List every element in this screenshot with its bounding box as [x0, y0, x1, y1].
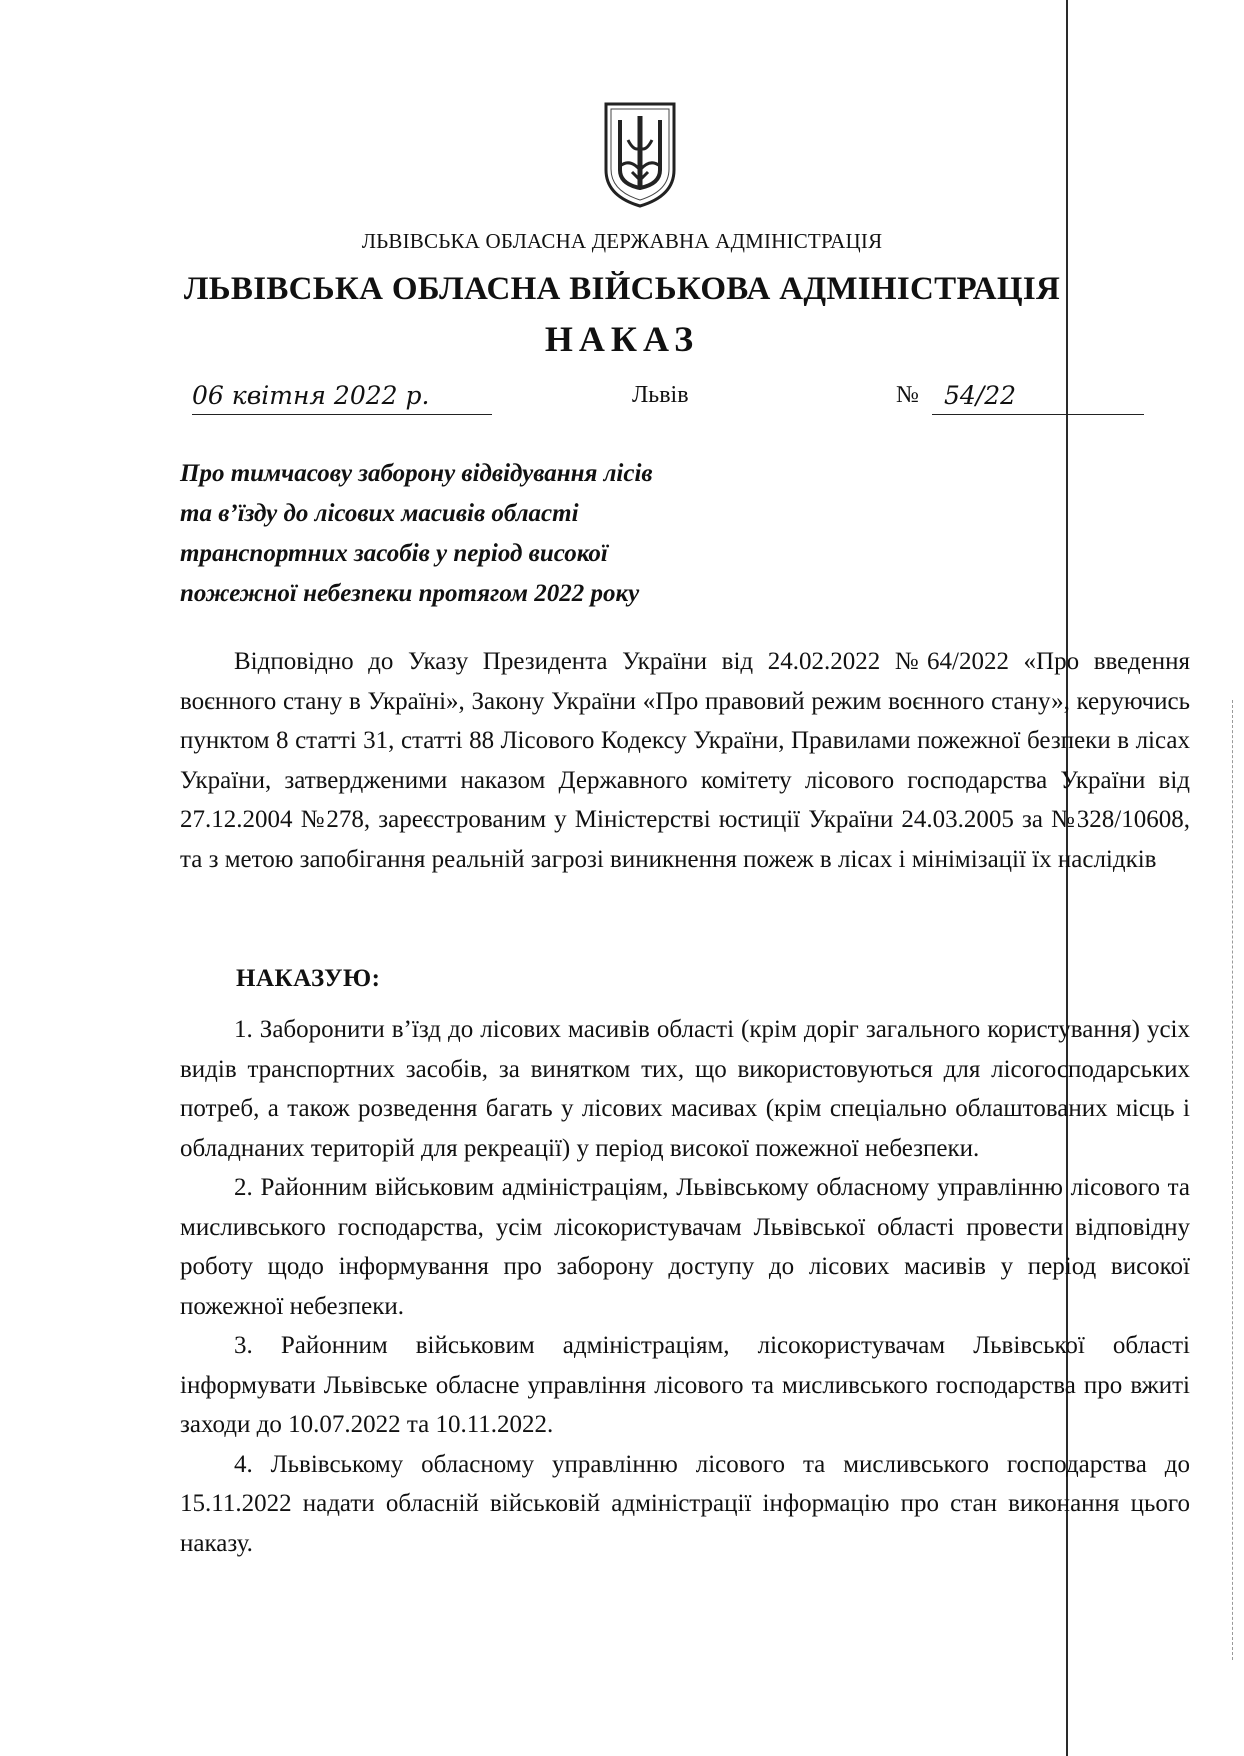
subject-line: Про тимчасову заборону відвідування лісів	[180, 460, 653, 487]
order-directive-word: НАКАЗУЮ:	[236, 965, 381, 992]
order-city: Львів	[632, 382, 689, 408]
scan-artifact-dots	[1232, 700, 1233, 1660]
order-date-handwritten: 06 квітня 2022 р.	[192, 378, 492, 415]
subject-line: транспортних засобів у період високої	[180, 540, 608, 567]
state-administration-title: ЛЬВІВСЬКА ОБЛАСНА ДЕРЖАВНА АДМІНІСТРАЦІЯ	[361, 229, 883, 253]
order-item: 3. Районним військовим адміністраціям, лісокористувачам Львівської області інформувати Львівське обласне управління лісового та мисливського господарства про вжиті заходи до 10.07.2022 та 10.11.2022.	[180, 1332, 1190, 1438]
document-type-title: НАКАЗ	[544, 319, 700, 359]
order-subject	[180, 454, 653, 614]
order-meta-row	[0, 378, 1244, 418]
order-item: 4. Львівському обласному управлінню лісового та мисливського господарства до 15.11.2022 надати обласній військовій адміністрації інформацію про стан виконання цього наказу.	[180, 1450, 1190, 1557]
subject-line: пожежної небезпеки протягом 2022 року	[180, 580, 640, 607]
order-items	[180, 1010, 1190, 1563]
coat-of-arms-of-ukraine-icon	[602, 100, 678, 210]
subject-line: та в’їзду до лісових масивів області	[180, 500, 579, 527]
military-administration-title: ЛЬВІВСЬКА ОБЛАСНА ВІЙСЬКОВА АДМІНІСТРАЦІЯ	[183, 271, 1061, 307]
order-item: 2. Районним військовим адміністраціям, Львівському обласному управлінню лісового та мисливського господарства, усім лісокористувачам Львівської області провести відповідну роботу щодо інформування про заборону доступу до лісових масивів у період високої пожежної небезпеки.	[180, 1174, 1190, 1320]
order-number-label: №	[896, 382, 919, 408]
order-item: 1. Заборонити в’їзд до лісових масивів області (крім доріг загального користування) усіх видів транспортних засобів, за винятком тих, що використовуються для лісогосподарських потреб, а також розведення багать у лісових масивах (крім спеціально облаштованих місць і обладнаних територій для рекреації) у період високої пожежної небезпеки.	[180, 1016, 1190, 1162]
order-preamble: Відповідно до Указу Президента України від 24.02.2022 №64/2022 «Про введення воєнного стану в Україні», Закону України «Про правовий режим воєнного стану», керуючись пунктом 8 статті 31, статті 88 Лісового Кодексу України, Правилами пожежної безпеки в лісах України, затвердженими наказом Державного комітету лісового господарства України від 27.12.2004 №278, зареєстрованим у Міністерстві юстиції України 24.03.2005 за №328/10608, та з метою запобігання реальній загрозі виникнення пожеж в лісах і мінімізації їх наслідків	[180, 648, 1190, 873]
order-number-handwritten: 54/22	[932, 378, 1144, 415]
